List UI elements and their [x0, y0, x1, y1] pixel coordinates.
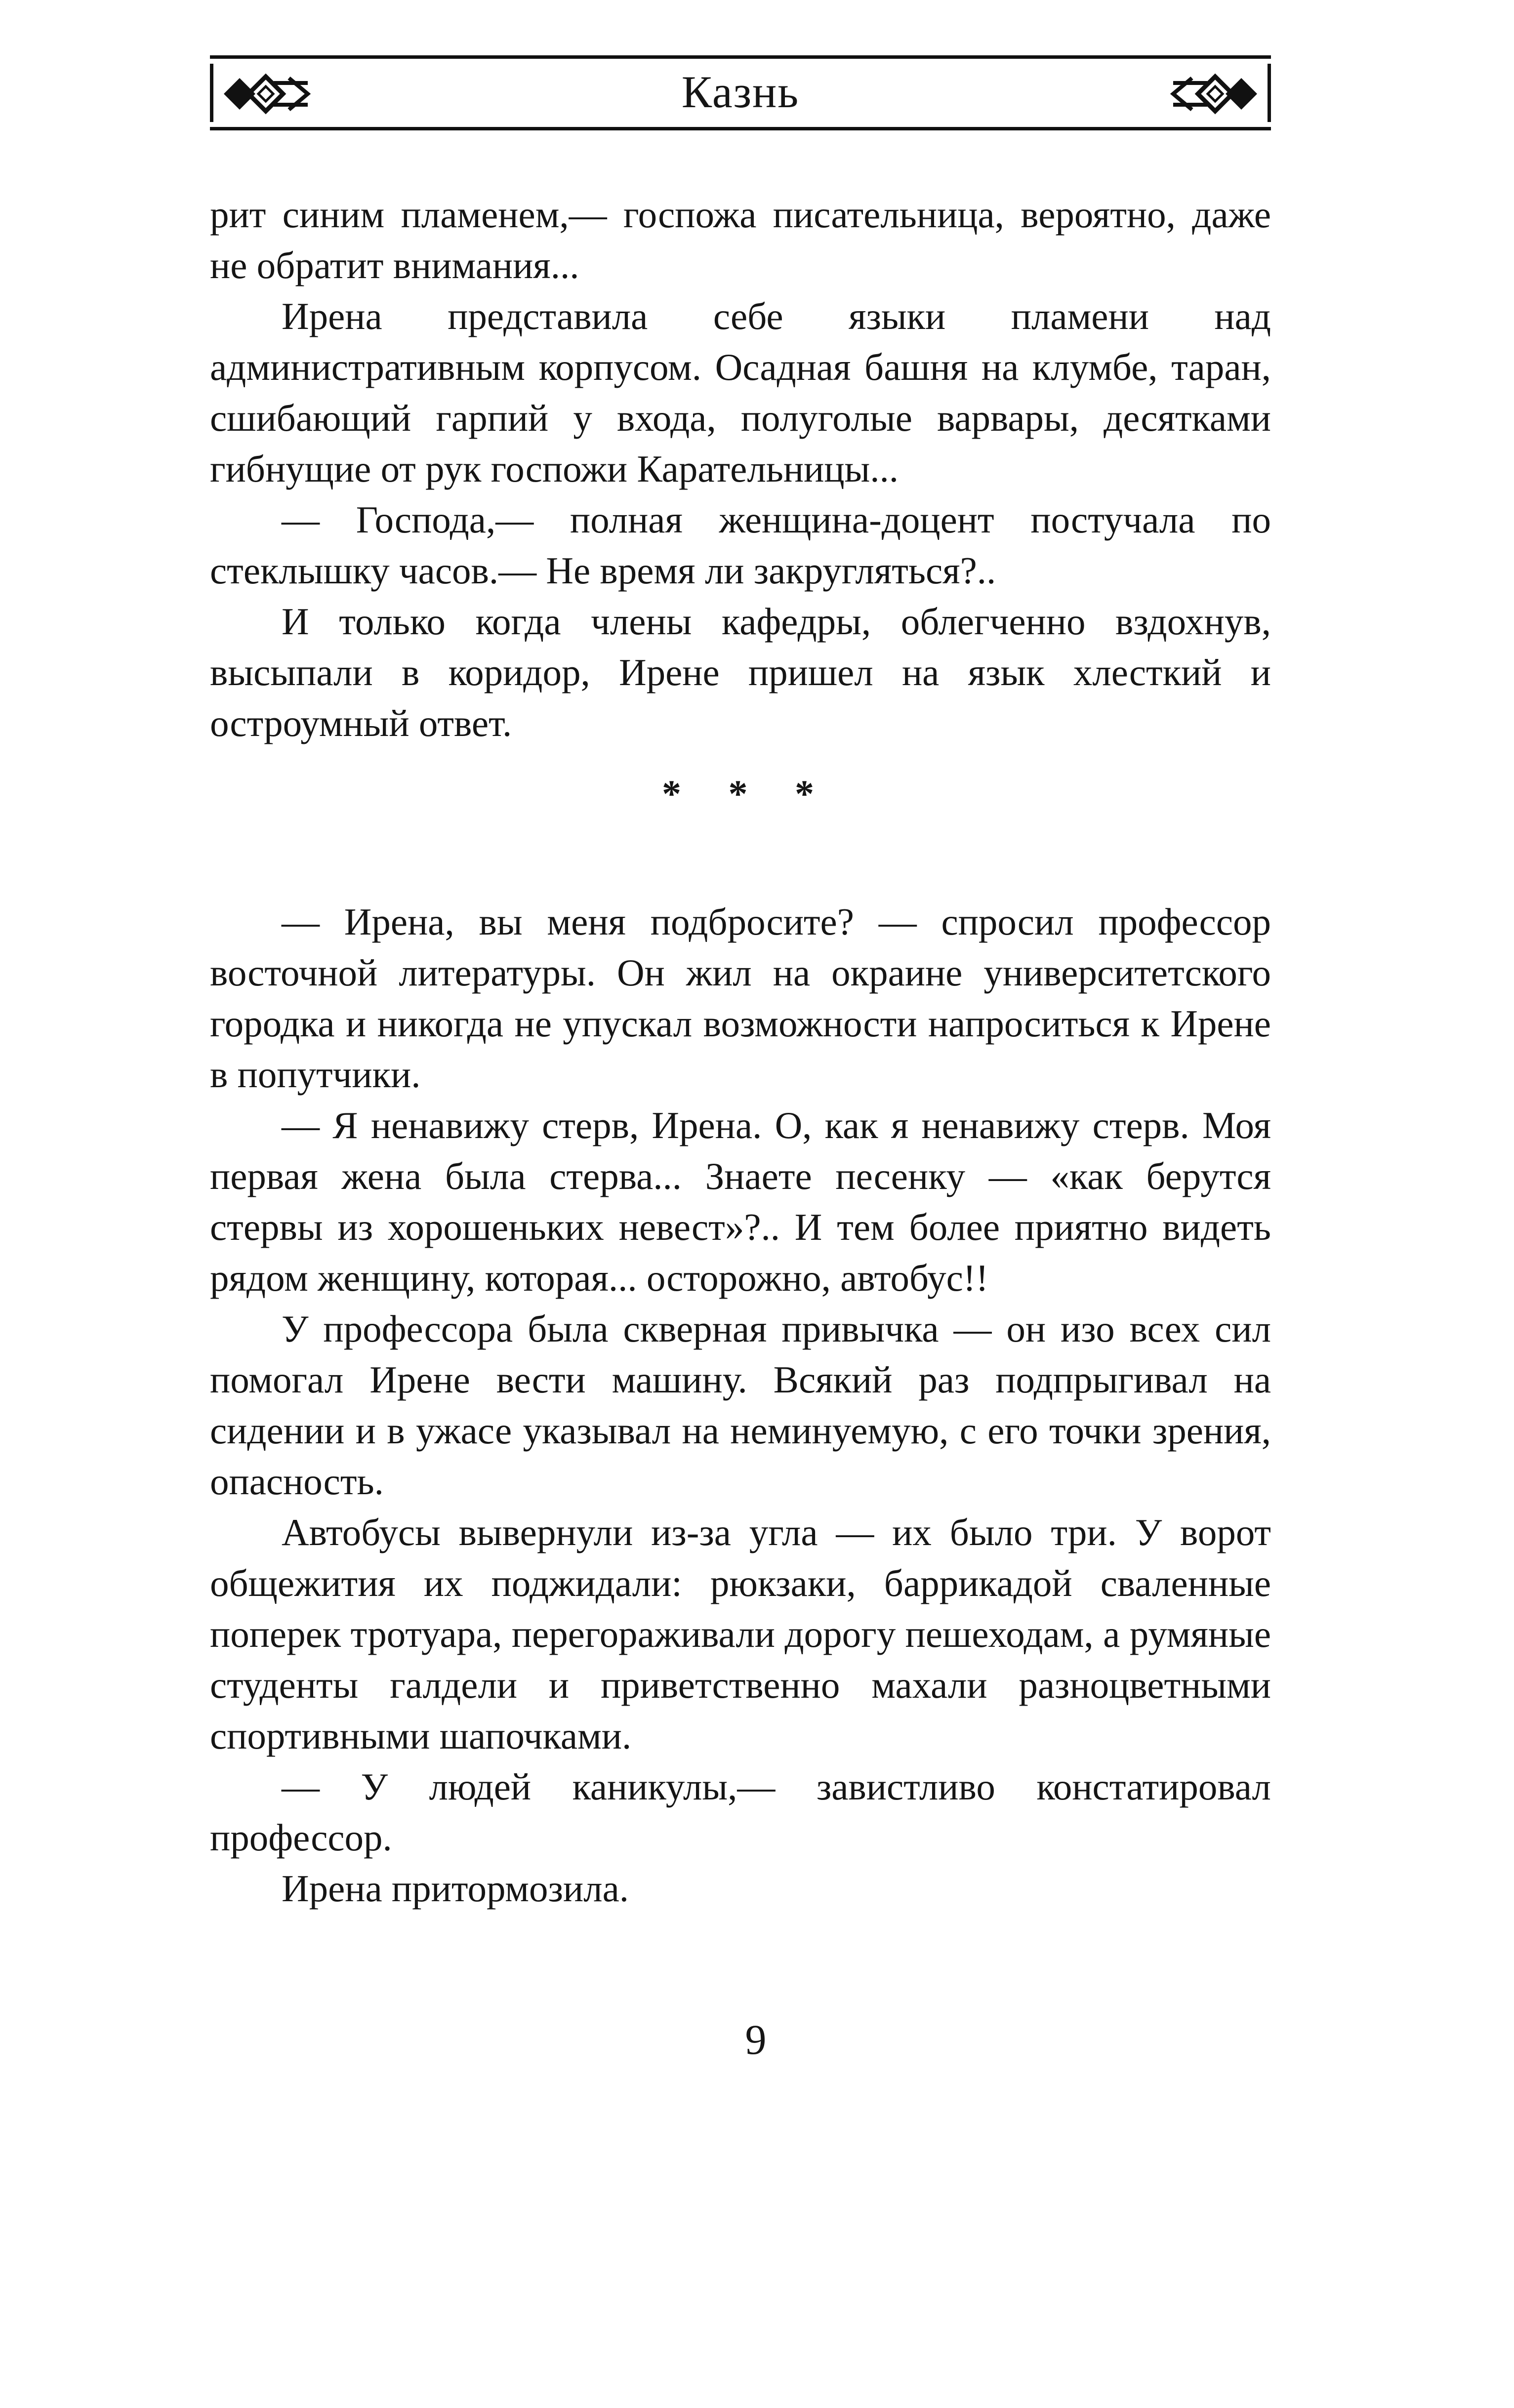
paragraph: И только когда члены кафедры, облегченно вздохнув, высыпали в коридор, Ирене пришел на язык хлесткий и остроумный ответ. [210, 600, 1271, 744]
paragraph: Ирена притормозила. [282, 1867, 629, 1910]
section-separator: * * * [662, 772, 833, 815]
main-text-bottom [210, 897, 1271, 1914]
running-header [210, 55, 1271, 130]
paragraph: Автобусы вывернули из-за угла — их было три. У ворот общежития их поджидали: рюкзаки, баррикадой сваленные поперек тротуара, перегораживали дорогу пешеходам, а румяные студенты галдели и приветственно махали разноцветными спортивными шапочками. [210, 1511, 1271, 1757]
main-text-top [210, 189, 1271, 749]
diamond-knot-icon [1168, 71, 1262, 118]
paragraph: — Господа,— полная женщина-доцент постучала по стеклышку часов.— Не время ли закругляться?.. [210, 498, 1271, 592]
paragraph: — У людей каникулы,— завистливо констатировал профессор. [210, 1765, 1271, 1859]
page-number: 9 [745, 2016, 767, 2063]
paragraph-continuation: рит синим пламенем,— госпожа писательница, вероятно, даже не обратит внимания... [210, 193, 1271, 286]
paragraph: Ирена представила себе языки пламени над административным корпусом. Осадная башня на клумбе, таран, сшибающий гарпий у входа, полуголые варвары, десятками гибнущие от рук госпожи Карательницы... [210, 295, 1271, 490]
paragraph: — Я ненавижу стерв, Ирена. О, как я ненавижу стерв. Моя первая жена была стерва... Знаете песенку — «как берутся стервы из хорошеньких невест»?.. И тем более приятно видеть рядом женщину, которая... осторожно, автобус!! [210, 1104, 1271, 1299]
header-title: Казнь [681, 67, 800, 117]
paragraph: У профессора была скверная привычка — он изо всех сил помогал Ирене вести машину. Всякий раз подпрыгивал на сидении и в ужасе указывал на неминуемую, с его точки зрения, опасность. [210, 1307, 1271, 1503]
paragraph: — Ирена, вы меня подбросите? — спросил профессор восточной литературы. Он жил на окраине университетского городка и никогда не упускал возможности напроситься к Ирене в попутчики. [210, 900, 1271, 1096]
